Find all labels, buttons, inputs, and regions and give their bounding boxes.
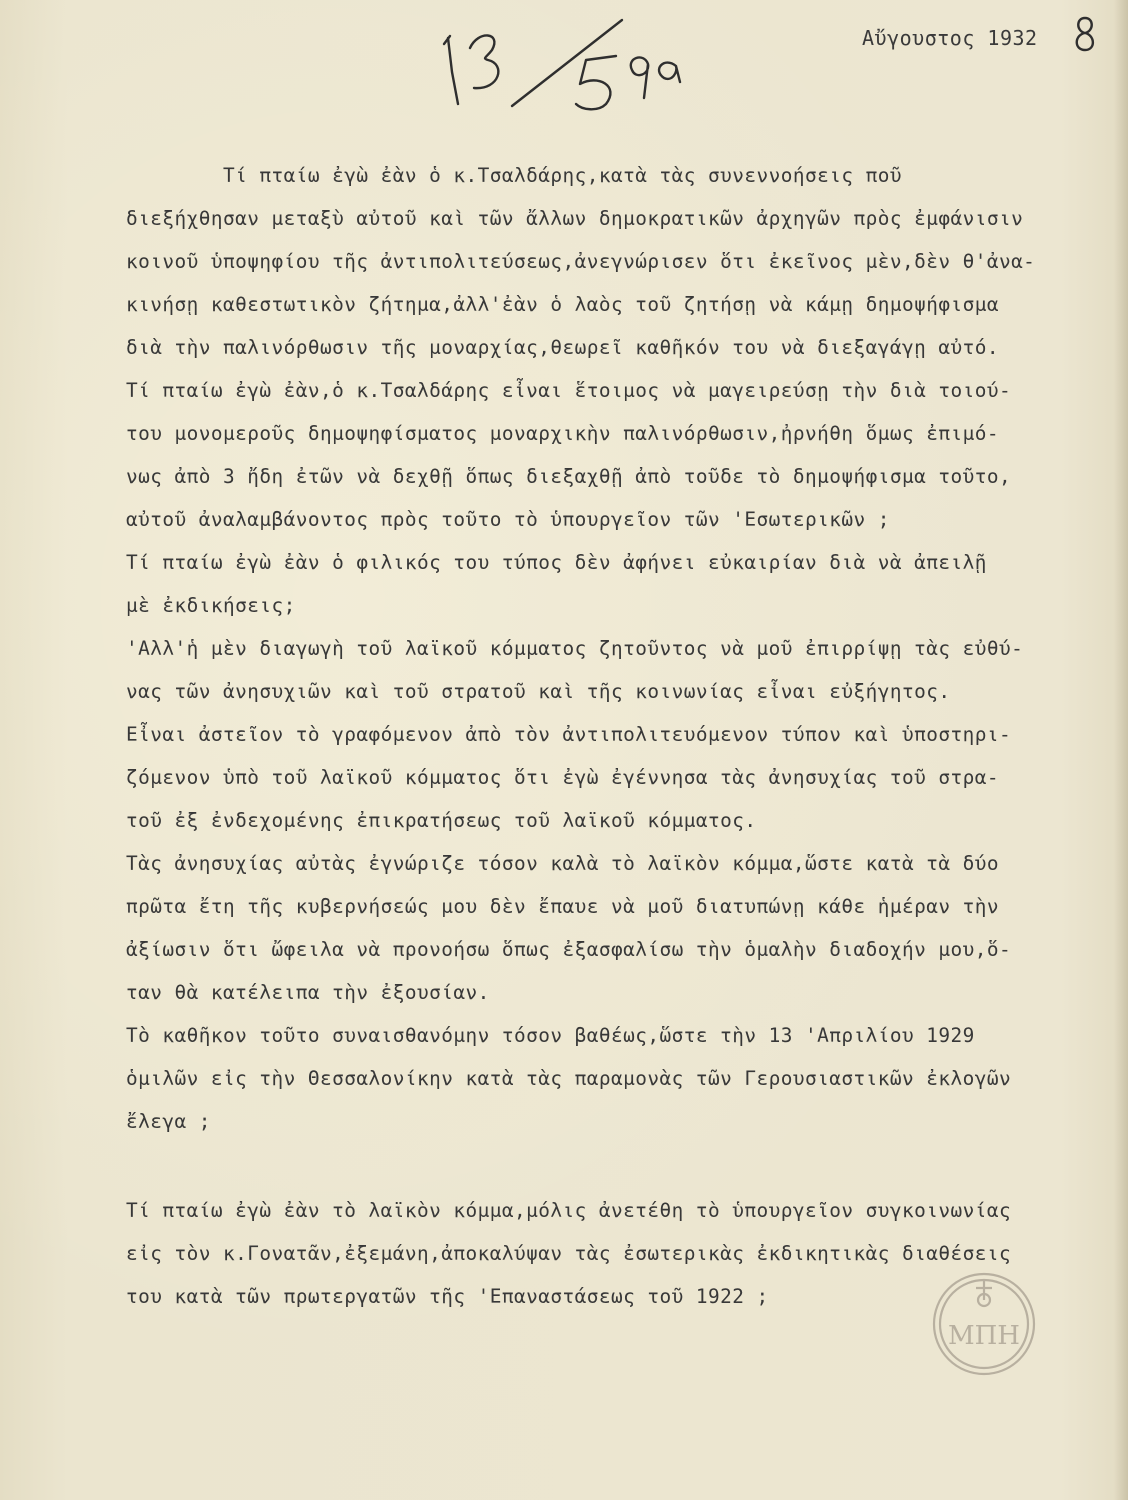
text-line: μὲ ἐκδικήσεις; [126, 594, 296, 617]
page-edge-shadow [1114, 0, 1128, 1500]
text-line: ἀξίωσιν ὅτι ὤφειλα νὰ προνοήσω ὅπως ἐξασφαλίσω τὴν ὁμαλὴν διαδοχήν μου,ὅ- [126, 938, 1012, 961]
text-line: διεξήχθησαν μεταξὺ αὐτοῦ καὶ τῶν ἄλλων δημοκρατικῶν ἀρχηγῶν πρὸς ἐμφάνισιν [126, 207, 1024, 230]
text-line: κινήσῃ καθεστωτικὸν ζήτημα,ἀλλ'ἐὰν ὁ λαὸς τοῦ ζητήσῃ νὰ κάμῃ δημοψήφισμα [126, 293, 999, 316]
text-line: αὐτοῦ ἀναλαμβάνοντος πρὸς τοῦτο τὸ ὑπουργεῖον τῶν 'Εσωτερικῶν ; [126, 508, 890, 531]
text-line: ζόμενον ὑπὸ τοῦ λαϊκοῦ κόμματος ὅτι ἐγὼ ἐγέννησα τὰς ἀνησυχίας τοῦ στρα- [126, 766, 999, 789]
text-line: Τὰς ἀνησυχίας αὐτὰς ἐγνώριζε τόσον καλὰ τὸ λαϊκὸν κόμμα,ὥστε κατὰ τὰ δύο [126, 852, 999, 875]
text-line: νως ἀπὸ 3 ἤδη ἐτῶν νὰ δεχθῇ ὅπως διεξαχθῇ ἀπὸ τοῦδε τὸ δημοψήφισμα τοῦτο, [126, 465, 1012, 488]
text-line: του κατὰ τῶν πρωτεργατῶν τῆς 'Επαναστάσεως τοῦ 1922 ; [126, 1285, 769, 1308]
text-line: Τί πταίω ἐγὼ ἐὰν τὸ λαϊκὸν κόμμα,μόλις ἀνετέθη τὸ ὑπουργεῖον συγκοινωνίας [126, 1199, 1012, 1222]
handwritten-page-number [1070, 14, 1100, 54]
text-line: Τί πταίω ἐγὼ ἐὰν ὁ κ.Τσαλδάρης,κατὰ τὰς συνεννοήσεις ποῦ [126, 164, 902, 187]
text-line: ἔλεγα ; [126, 1110, 211, 1133]
text-line: 'Αλλ'ἡ μὲν διαγωγὴ τοῦ λαϊκοῦ κόμματος ζητοῦντος νὰ μοῦ ἐπιρρίψῃ τὰς εὐθύ- [126, 637, 1024, 660]
archive-stamp-label: ΜΠΗ [948, 1321, 1020, 1351]
text-line: Τί πταίω ἐγὼ ἐὰν,ὁ κ.Τσαλδάρης εἶναι ἕτοιμος νὰ μαγειρεύσῃ τὴν διὰ τοιού- [126, 379, 1012, 402]
text-line: πρῶτα ἔτη τῆς κυβερνήσεώς μου δὲν ἔπαυε νὰ μοῦ διατυπώνῃ κάθε ἡμέραν τὴν [126, 895, 999, 918]
text-line: διὰ τὴν παλινόρθωσιν τῆς μοναρχίας,θεωρεῖ καθῆκόν του νὰ διεξαγάγῃ αὐτό. [126, 336, 999, 359]
archive-stamp-icon [930, 1270, 1038, 1378]
text-line: κοινοῦ ὑποψηφίου τῆς ἀντιπολιτεύσεως,ἀνεγνώρισεν ὅτι ἐκεῖνος μὲν,δὲν θ'ἀνα- [126, 250, 1036, 273]
paragraph-gap [126, 1143, 1111, 1189]
handwritten-reference-mark [430, 8, 700, 118]
text-line: νας τῶν ἀνησυχιῶν καὶ τοῦ στρατοῦ καὶ τῆς κοινωνίας εἶναι εὐξήγητος. [126, 680, 951, 703]
document-date: Αὔγουστος 1932 [862, 26, 1038, 50]
typed-letter-body [126, 154, 1111, 1318]
text-line: ταν θὰ κατέλειπα τὴν ἐξουσίαν. [126, 981, 490, 1004]
text-line: Τί πταίω ἐγὼ ἐὰν ὁ φιλικός του τύπος δὲν ἀφήνει εὐκαιρίαν διὰ νὰ ἀπειλῇ [126, 551, 987, 574]
text-line: εἰς τὸν κ.Γονατᾶν,ἐξεμάνη,ἀποκαλύψαν τὰς ἐσωτερικὰς ἐκδικητικὰς διαθέσεις [126, 1242, 1012, 1265]
text-line: Τὸ καθῆκον τοῦτο συναισθανόμην τόσον βαθέως,ὥστε τὴν 13 'Απριλίου 1929 [126, 1024, 975, 1047]
text-line: Εἶναι ἀστεῖον τὸ γραφόμενον ἀπὸ τὸν ἀντιπολιτευόμενον τύπον καὶ ὑποστηρι- [126, 723, 1012, 746]
text-line: τοῦ ἐξ ἐνδεχομένης ἐπικρατήσεως τοῦ λαϊκοῦ κόμματος. [126, 809, 757, 832]
text-line: ὁμιλῶν εἰς τὴν Θεσσαλονίκην κατὰ τὰς παραμονὰς τῶν Γερουσιαστικῶν ἐκλογῶν [126, 1067, 1012, 1090]
text-line: του μονομεροῦς δημοψηφίσματος μοναρχικὴν παλινόρθωσιν,ἠρνήθη ὅμως ἐπιμό- [126, 422, 999, 445]
